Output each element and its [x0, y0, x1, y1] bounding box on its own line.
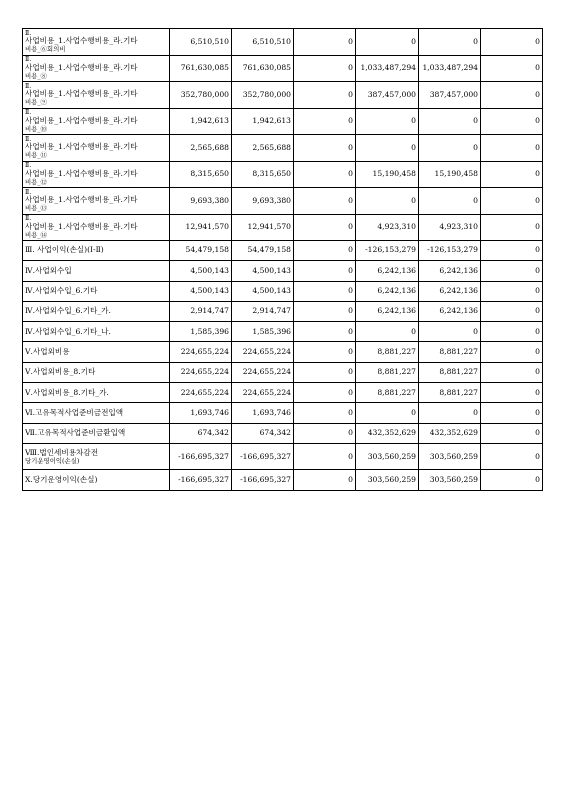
value-cell: 224,655,224 [232, 362, 294, 382]
row-label-line3: 비용_⑧ [25, 71, 47, 80]
table-row [23, 55, 543, 82]
row-label-cell [23, 281, 170, 301]
value-cell: 8,315,650 [232, 161, 294, 188]
value-cell: 0 [481, 403, 543, 423]
value-cell: 352,780,000 [232, 82, 294, 109]
value-cell: 432,352,629 [419, 423, 481, 443]
value-cell: 0 [356, 322, 419, 342]
value-cell: 0 [481, 342, 543, 362]
financial-table [22, 28, 543, 491]
value-cell: 0 [294, 281, 356, 301]
value-cell: 6,242,136 [356, 261, 419, 281]
value-cell: 0 [356, 29, 419, 56]
value-cell: 0 [294, 161, 356, 188]
value-cell: 54,479,158 [232, 241, 294, 261]
row-label-line2: Ⅷ.법인세비용차감전 [25, 448, 99, 457]
row-label-cell [23, 214, 170, 241]
row-label-line2: 사업비용_1.사업수행비용_라.기타 [25, 89, 138, 99]
row-label-cell [23, 403, 170, 423]
value-cell: 0 [294, 443, 356, 470]
row-label: Ⅳ.사업외수입 [25, 265, 72, 275]
value-cell: 0 [294, 82, 356, 109]
table-row [23, 342, 543, 362]
value-cell: -126,153,279 [356, 241, 419, 261]
row-label: Ⅳ.사업외수입_6.기타_나. [25, 326, 111, 336]
value-cell: 1,585,396 [232, 322, 294, 342]
table-row [23, 281, 543, 301]
table-row [23, 443, 543, 470]
value-cell: 0 [294, 188, 356, 215]
row-label-line1: Ⅱ. [25, 56, 32, 64]
value-cell: 224,655,224 [232, 342, 294, 362]
row-label-line3: 비용_⑭ [25, 230, 47, 239]
value-cell: 0 [481, 29, 543, 56]
value-cell: 0 [419, 135, 481, 162]
table-row [23, 383, 543, 403]
value-cell: 224,655,224 [232, 383, 294, 403]
value-cell: 674,342 [232, 423, 294, 443]
value-cell: 6,242,136 [419, 281, 481, 301]
row-label-cell [23, 241, 170, 261]
value-cell: 303,560,259 [419, 470, 481, 490]
value-cell: 387,457,000 [419, 82, 481, 109]
table-row [23, 301, 543, 321]
row-label: Ⅹ.당기운영이익(손실) [25, 474, 98, 484]
row-label-cell [23, 362, 170, 382]
table-row [23, 261, 543, 281]
value-cell: 761,630,085 [170, 55, 232, 82]
table-row [23, 470, 543, 490]
value-cell: 0 [294, 261, 356, 281]
value-cell: 0 [481, 241, 543, 261]
table-row [23, 322, 543, 342]
row-label-line3: 비용_⑨ [25, 98, 47, 106]
table-row [23, 403, 543, 423]
row-label: Ⅴ.사업외비용_8.기타_가. [25, 387, 109, 397]
value-cell: 1,033,487,294 [356, 55, 419, 82]
row-label: Ⅶ.고유목적사업준비금환입액 [25, 428, 126, 438]
value-cell: -166,695,327 [232, 443, 294, 470]
row-label-line1: Ⅱ. [25, 162, 32, 170]
row-label-line3: 당기운영이익(손실) [25, 456, 80, 465]
value-cell: 0 [294, 301, 356, 321]
value-cell: 0 [481, 188, 543, 215]
row-label-cell [23, 188, 170, 215]
row-label-line3: 비용_⑫ [25, 177, 47, 186]
value-cell: 0 [419, 322, 481, 342]
table-row [23, 423, 543, 443]
value-cell: 303,560,259 [419, 443, 481, 470]
value-cell: 1,033,487,294 [419, 55, 481, 82]
value-cell: 6,242,136 [356, 281, 419, 301]
row-label: Ⅵ.고유목적사업준비금전입액 [25, 407, 124, 417]
row-label-cell [23, 470, 170, 490]
value-cell: 0 [481, 443, 543, 470]
value-cell: 6,242,136 [356, 301, 419, 321]
value-cell: 12,941,570 [232, 214, 294, 241]
value-cell: 1,585,396 [170, 322, 232, 342]
value-cell: 352,780,000 [170, 82, 232, 109]
value-cell: 6,242,136 [419, 301, 481, 321]
value-cell: 0 [294, 362, 356, 382]
row-label-line1: Ⅱ. [25, 109, 32, 117]
value-cell: 8,881,227 [419, 362, 481, 382]
value-cell: 0 [294, 108, 356, 135]
value-cell: 4,923,310 [419, 214, 481, 241]
value-cell: 1,942,613 [232, 108, 294, 135]
value-cell: 0 [481, 362, 543, 382]
row-label-line3: 비용_⑩ [25, 124, 47, 133]
table-row [23, 108, 543, 135]
value-cell: 0 [294, 470, 356, 490]
value-cell: 15,190,458 [356, 161, 419, 188]
value-cell: 0 [356, 403, 419, 423]
value-cell: 0 [294, 383, 356, 403]
value-cell: 8,881,227 [356, 383, 419, 403]
value-cell: 1,942,613 [170, 108, 232, 135]
value-cell: 2,914,747 [232, 301, 294, 321]
value-cell: 6,510,510 [170, 29, 232, 56]
row-label-cell [23, 301, 170, 321]
value-cell: 0 [481, 423, 543, 443]
row-label-line1: Ⅱ. [25, 215, 32, 223]
value-cell: 0 [481, 322, 543, 342]
value-cell: 761,630,085 [232, 55, 294, 82]
value-cell: -166,695,327 [170, 443, 232, 470]
row-label-line2: 사업비용_1.사업수행비용_라.기타 [25, 195, 138, 205]
value-cell: 12,941,570 [170, 214, 232, 241]
value-cell: 0 [356, 188, 419, 215]
row-label-cell [23, 342, 170, 362]
value-cell: 8,881,227 [356, 362, 419, 382]
row-label-line2: 사업비용_1.사업수행비용_라.기타 [25, 115, 138, 125]
row-label-line3: 비용_⑬ [25, 204, 47, 212]
value-cell: 0 [481, 383, 543, 403]
value-cell: 0 [481, 161, 543, 188]
value-cell: 0 [419, 188, 481, 215]
value-cell: 0 [294, 423, 356, 443]
value-cell: 2,565,688 [232, 135, 294, 162]
value-cell: 0 [294, 342, 356, 362]
row-label-line2: 사업비용_1.사업수행비용_라.기타 [25, 221, 138, 231]
value-cell: 0 [481, 214, 543, 241]
value-cell: 2,565,688 [170, 135, 232, 162]
value-cell: 6,510,510 [232, 29, 294, 56]
value-cell: 224,655,224 [170, 342, 232, 362]
value-cell: 8,315,650 [170, 161, 232, 188]
value-cell: 2,914,747 [170, 301, 232, 321]
value-cell: 0 [294, 241, 356, 261]
row-label-cell [23, 161, 170, 188]
row-label-cell [23, 383, 170, 403]
row-label-cell [23, 322, 170, 342]
value-cell: 0 [481, 470, 543, 490]
row-label-line1: Ⅱ. [25, 188, 32, 196]
value-cell: 4,500,143 [170, 261, 232, 281]
value-cell: -166,695,327 [170, 470, 232, 490]
value-cell: 4,500,143 [232, 261, 294, 281]
row-label-cell [23, 108, 170, 135]
value-cell: 9,693,380 [170, 188, 232, 215]
table-row [23, 161, 543, 188]
value-cell: 0 [294, 403, 356, 423]
value-cell: 15,190,458 [419, 161, 481, 188]
row-label-line2: 사업비용_1.사업수행비용_라.기타 [25, 36, 138, 46]
value-cell: 0 [294, 214, 356, 241]
value-cell: 432,352,629 [356, 423, 419, 443]
value-cell: 303,560,259 [356, 470, 419, 490]
value-cell: 224,655,224 [170, 362, 232, 382]
row-label-line1: Ⅱ. [25, 135, 32, 143]
value-cell: 0 [356, 108, 419, 135]
value-cell: 0 [294, 29, 356, 56]
value-cell: 674,342 [170, 423, 232, 443]
value-cell: 4,500,143 [170, 281, 232, 301]
row-label-line1: Ⅱ. [25, 29, 32, 37]
row-label: Ⅳ.사업외수입_6.기타_가. [25, 306, 111, 316]
value-cell: 0 [481, 55, 543, 82]
row-label-line1: Ⅱ. [25, 82, 32, 90]
value-cell: -166,695,327 [232, 470, 294, 490]
row-label-line2: 사업비용_1.사업수행비용_라.기타 [25, 62, 138, 72]
value-cell: 0 [481, 108, 543, 135]
value-cell: 224,655,224 [170, 383, 232, 403]
value-cell: 9,693,380 [232, 188, 294, 215]
table-row [23, 29, 543, 56]
value-cell: 0 [481, 82, 543, 109]
value-cell: 54,479,158 [170, 241, 232, 261]
value-cell: 4,923,310 [356, 214, 419, 241]
table-row [23, 362, 543, 382]
row-label: Ⅲ. 사업이익(손실)(Ⅰ-Ⅱ) [25, 245, 104, 255]
row-label-cell [23, 135, 170, 162]
row-label-cell [23, 423, 170, 443]
table-row [23, 82, 543, 109]
value-cell: 0 [481, 261, 543, 281]
value-cell: 4,500,143 [232, 281, 294, 301]
value-cell: 0 [481, 135, 543, 162]
value-cell: 1,693,746 [170, 403, 232, 423]
table-body [23, 29, 543, 491]
row-label-cell [23, 261, 170, 281]
table-row [23, 135, 543, 162]
value-cell: 1,693,746 [232, 403, 294, 423]
value-cell: 0 [294, 55, 356, 82]
row-label-line3: 비용_⑥회의비 [25, 45, 66, 53]
value-cell: 387,457,000 [356, 82, 419, 109]
value-cell: -126,153,279 [419, 241, 481, 261]
row-label: Ⅴ.사업외비용 [25, 346, 70, 356]
value-cell: 6,242,136 [419, 261, 481, 281]
row-label: Ⅴ.사업외비용_8.기타 [25, 367, 96, 377]
value-cell: 8,881,227 [356, 342, 419, 362]
row-label-line2: 사업비용_1.사업수행비용_라.기타 [25, 142, 138, 152]
table-row [23, 241, 543, 261]
row-label-cell [23, 443, 170, 470]
row-label-line3: 비용_⑪ [25, 151, 47, 159]
value-cell: 0 [481, 281, 543, 301]
value-cell: 303,560,259 [356, 443, 419, 470]
value-cell: 0 [294, 135, 356, 162]
value-cell: 0 [481, 301, 543, 321]
value-cell: 0 [294, 322, 356, 342]
value-cell: 0 [356, 135, 419, 162]
value-cell: 0 [419, 29, 481, 56]
row-label-cell [23, 55, 170, 82]
value-cell: 0 [419, 403, 481, 423]
row-label: Ⅳ.사업외수입_6.기타 [25, 286, 98, 296]
value-cell: 8,881,227 [419, 342, 481, 362]
row-label-line2: 사업비용_1.사업수행비용_라.기타 [25, 168, 138, 178]
value-cell: 0 [419, 108, 481, 135]
table-row [23, 188, 543, 215]
row-label-cell [23, 82, 170, 109]
value-cell: 8,881,227 [419, 383, 481, 403]
table-row [23, 214, 543, 241]
row-label-cell [23, 29, 170, 56]
